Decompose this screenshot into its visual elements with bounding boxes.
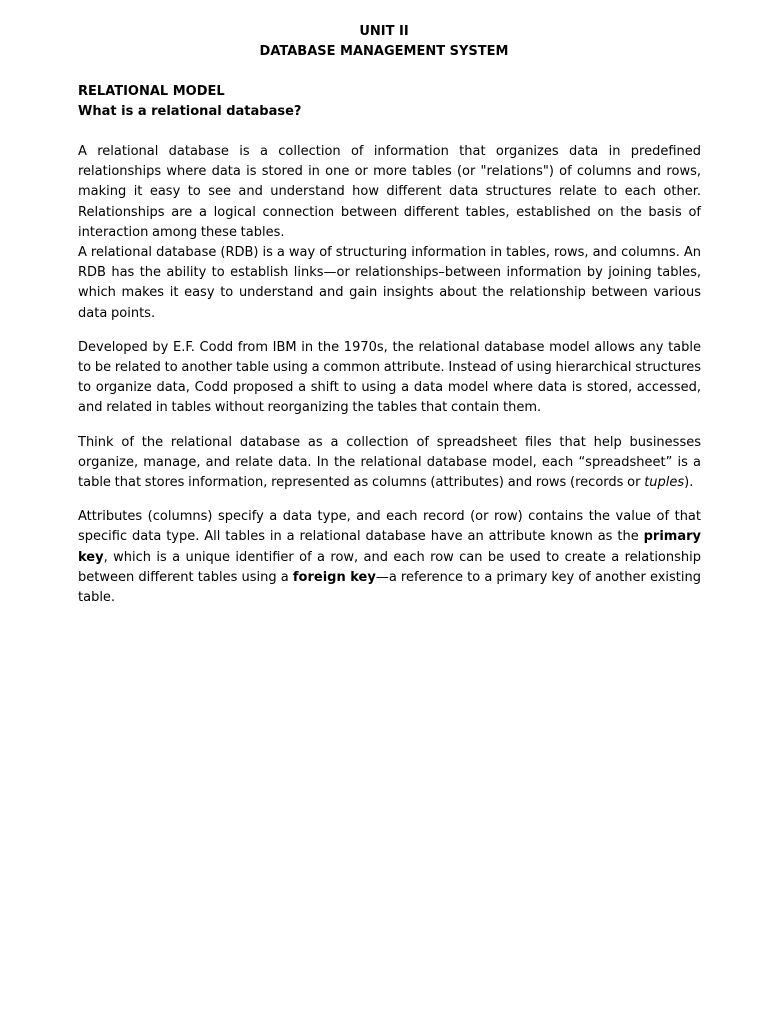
paragraph-keys-text-2: , which is a unique identifier of a row, and each row can be used to create a relationship between different tables using a (78, 549, 701, 585)
primary-key-term: primary key (78, 529, 701, 565)
section-title: RELATIONAL MODEL (78, 84, 225, 99)
paragraph-definition: A relational database is a collection of information that organizes data in predefined relationships where data is stored in one or more tables (or "relations") of columns and rows, making it easy to see and understand how different data structures relate to each other. Relationships are a logical connection between different tables, established on the basis of interaction among these tables. (78, 144, 701, 240)
section-question: What is a relational database? (78, 104, 302, 119)
paragraph-keys (78, 507, 701, 608)
paragraph-keys-text-3: —a reference to a primary key of another existing table. (78, 569, 701, 606)
paragraph-keys-text-1: Attributes (columns) specify a data type, and each record (or row) contains the value of that specific data type. All tables in a relational database have an attribute known as the (78, 509, 701, 545)
unit-heading: UNIT II (359, 24, 409, 39)
paragraph-codd: Developed by E.F. Codd from IBM in the 1970s, the relational database model allows any table to be related to another table using a common attribute. Instead of using hierarchical structures to organize data, Codd proposed a shift to using a data model where data is stored, accessed, and related in tables without reorganizing the tables that contain them. (78, 339, 701, 416)
paragraph-spreadsheet (78, 433, 701, 494)
paragraph-rdb: A relational database (RDB) is a way of structuring information in tables, rows, and columns. An RDB has the ability to establish links—or relationships–between information by joining tables, which makes it easy to understand and gain insights about the relationship between various data points. (78, 245, 701, 321)
paragraph-spreadsheet-text: Think of the relational database as a collection of spreadsheet files that help businesses organize, manage, and relate data. In the relational database model, each “spreadsheet” is a table that stores information, represented as columns (attributes) and rows (records or (78, 434, 701, 491)
subject-heading: DATABASE MANAGEMENT SYSTEM (259, 44, 509, 59)
paragraph-spreadsheet-end: ). (684, 475, 694, 491)
tuples-term: tuples (644, 475, 685, 491)
foreign-key-term: foreign key (292, 569, 376, 585)
document-body (78, 82, 701, 608)
